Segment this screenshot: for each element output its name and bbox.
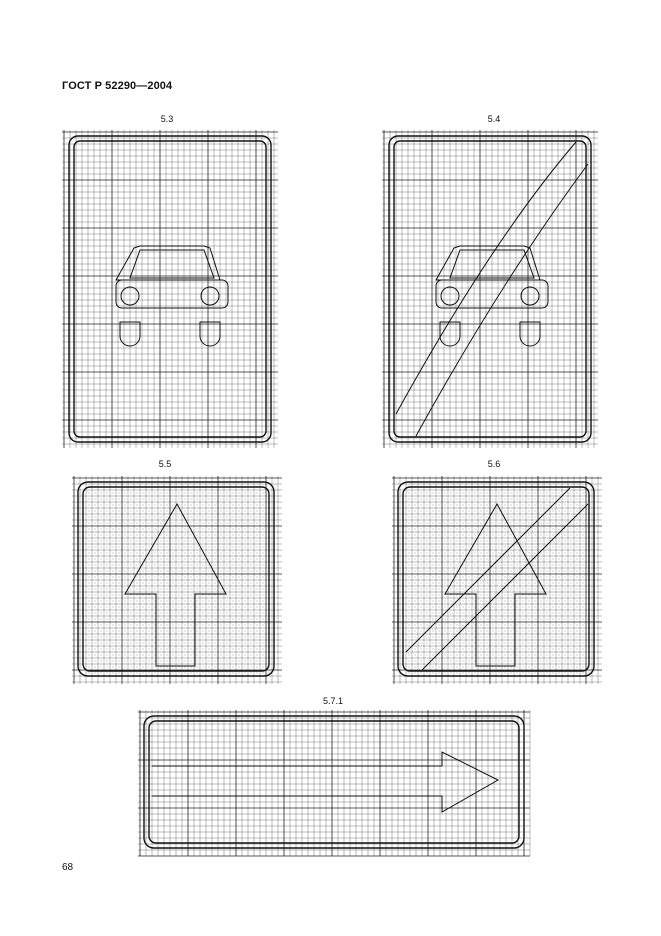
sign-5-5-drawing xyxy=(72,476,282,684)
sign-label-5-4: 5.4 xyxy=(487,114,501,124)
sign-label-5-7-1: 5.7.1 xyxy=(322,696,344,706)
grid-lines xyxy=(382,130,598,448)
page-number: 68 xyxy=(62,862,74,873)
grid-lines xyxy=(72,476,282,684)
grid-lines xyxy=(138,710,530,856)
dot-pattern xyxy=(89,493,270,674)
sign-label-5-6: 5.6 xyxy=(487,459,501,469)
sign-5-4-drawing xyxy=(382,130,598,448)
sign-label-5-3: 5.3 xyxy=(160,114,174,124)
document-title: ГОСТ Р 52290—2004 xyxy=(62,80,173,92)
sign-label-5-5: 5.5 xyxy=(158,459,172,469)
sign-5-7-1-drawing xyxy=(138,710,530,856)
dot-pattern xyxy=(409,493,590,674)
grid-lines xyxy=(392,476,602,684)
grid-lines xyxy=(62,130,278,448)
sign-5-6-drawing xyxy=(392,476,602,684)
sign-5-3-drawing xyxy=(62,130,278,448)
